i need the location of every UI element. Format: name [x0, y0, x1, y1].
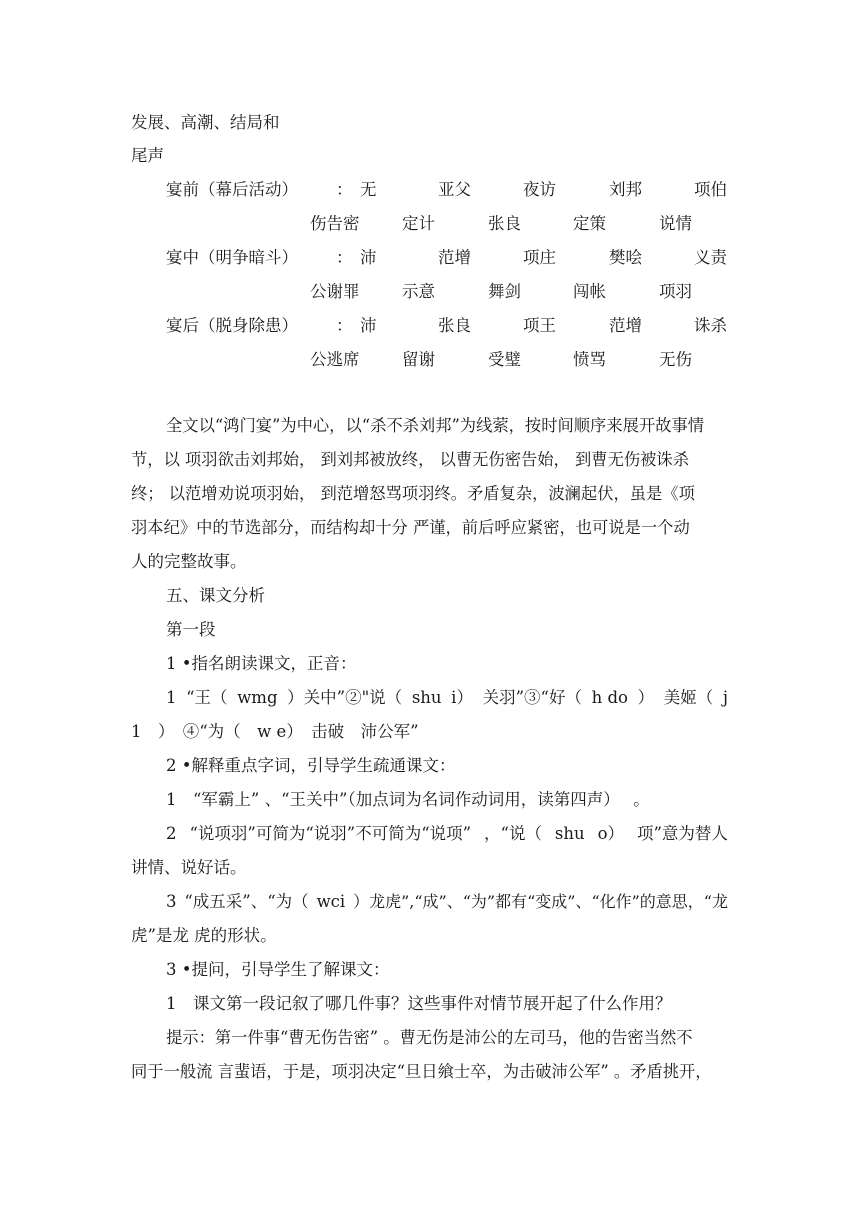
row-cell: 公谢罪 [310, 282, 360, 301]
paragraph-line: 羽本纪》中的节选部分，而结构却十分 严谨，前后呼应紧密，也可说是一个动 [131, 518, 690, 537]
row-cell: 受璧 [488, 350, 521, 369]
inline-text: 3 [166, 892, 177, 911]
row-cell: 无 [360, 180, 377, 199]
row-cell: 留谢 [402, 350, 435, 369]
inline-text: “说项羽”可简为“说羽”不可简为“说项” [189, 824, 472, 843]
row-cell: 闯帐 [573, 282, 606, 301]
row-cell: 无伤 [659, 350, 692, 369]
row-cell: 伤告密 [310, 214, 360, 233]
inline-text: j [722, 688, 728, 707]
inline-text: 2 [166, 824, 177, 843]
inline-text: ）龙虎”,“成”、“为”都有“变成”、“化作”的意思，“龙 [353, 892, 728, 911]
sub-item-line [166, 824, 728, 844]
row-label: 宴前（幕后活动） [166, 180, 298, 199]
inline-text: “王（ [186, 688, 228, 707]
row-cell: 诛杀 [694, 316, 727, 335]
part-title: 第一段 [166, 620, 216, 639]
list-item: 1 •指名朗读课文，正音： [166, 654, 357, 673]
sub-item-line [166, 892, 728, 912]
inline-text: shu [554, 824, 585, 843]
row-cell: 夜访 [523, 180, 556, 199]
row-cell: 愤骂 [573, 350, 606, 369]
row-cell: 舞剑 [488, 282, 521, 301]
row-cell: 樊哙 [609, 248, 642, 267]
inline-text: 项”意为替人 [637, 824, 728, 843]
row-cell: 项庄 [523, 248, 556, 267]
list-item: 2 •解释重点字词，引导学生疏通课文： [166, 756, 456, 775]
inline-text: 1 [166, 688, 177, 707]
hint-line: 同于一般流 言蜚语，于是，项羽决定“旦日飨士卒，为击破沛公军” 。矛盾挑开， [131, 1062, 712, 1081]
inline-text: shu [411, 688, 442, 707]
sub-item: 1 课文第一段记叙了哪几件事？这些事件对情节展开起了什么作用？ [166, 994, 672, 1013]
row-cell: 项伯 [694, 180, 727, 199]
row-label: 宴中（明争暗斗） [166, 248, 298, 267]
inline-text: “成五采”、“为（ [184, 892, 309, 911]
row-label: 宴后（脱身除患） [166, 316, 298, 335]
row-cell: 沛 [360, 316, 377, 335]
hint-line: 提示：第一件事“曹无伤告密” 。曹无伤是沛公的左司马，他的告密当然不 [166, 1028, 693, 1047]
heading-line-2: 尾声 [131, 146, 164, 165]
row-cell: 示意 [402, 282, 435, 301]
row-colon: ： [336, 248, 353, 267]
pronunciation-line [166, 688, 728, 708]
row-cell: 义责 [694, 248, 727, 267]
row-colon: ： [336, 316, 353, 335]
inline-text: 美姬（ [663, 688, 714, 707]
paragraph-line: 人的完整故事。 [131, 552, 247, 571]
sub-item-continuation: 虎”是龙 虎的形状。 [131, 926, 277, 945]
sub-item-continuation: 讲情、说好话。 [131, 858, 247, 877]
row-cell: 项羽 [659, 282, 692, 301]
row-cell: 沛 [360, 248, 377, 267]
row-cell: 范增 [438, 248, 471, 267]
row-cell: 张良 [488, 214, 521, 233]
inline-text: 关羽”③“好（ [482, 688, 582, 707]
inline-text: wci [316, 892, 346, 911]
inline-text: ）关中”②"说（ [287, 688, 403, 707]
row-colon: ： [336, 180, 353, 199]
inline-text: o） [597, 824, 625, 843]
list-item: 3 •提问，引导学生了解课文： [166, 960, 390, 979]
row-cell: 范增 [609, 316, 642, 335]
row-cell: 公逃席 [310, 350, 360, 369]
paragraph-line: 节，以 项羽欲击刘邦始， 到刘邦被放终， 以曹无伤密告始， 到曹无伤被诛杀 [131, 450, 689, 469]
row-cell: 亚父 [438, 180, 471, 199]
inline-text: i） [451, 688, 473, 707]
section-title: 五、课文分析 [166, 586, 265, 605]
row-cell: 说情 [659, 214, 692, 233]
inline-text: wmg [237, 688, 278, 707]
row-cell: 定计 [402, 214, 435, 233]
row-cell: 项王 [523, 316, 556, 335]
inline-text: ，“说（ [484, 824, 542, 843]
row-cell: 张良 [438, 316, 471, 335]
paragraph-line: 全文以“鸿门宴”为中心，以“杀不杀刘邦”为线萦，按时间顺序来展开故事情 [166, 416, 705, 435]
inline-text: h do [591, 688, 628, 707]
inline-text: ） [637, 688, 655, 707]
heading-line-1: 发展、高潮、结局和 [131, 113, 280, 132]
pronunciation-line-2: 1 ） ④“为（ w e） 击破 沛公军” [131, 722, 419, 741]
row-cell: 刘邦 [609, 180, 642, 199]
paragraph-line: 终； 以范增劝说项羽始， 到范增怒骂项羽终。矛盾复杂，波澜起伏，虽是《项 [131, 484, 695, 503]
sub-item: 1 “军霸上” 、“王关中”（加点词为名词作动词用，读第四声） 。 [166, 790, 650, 809]
row-cell: 定策 [573, 214, 606, 233]
